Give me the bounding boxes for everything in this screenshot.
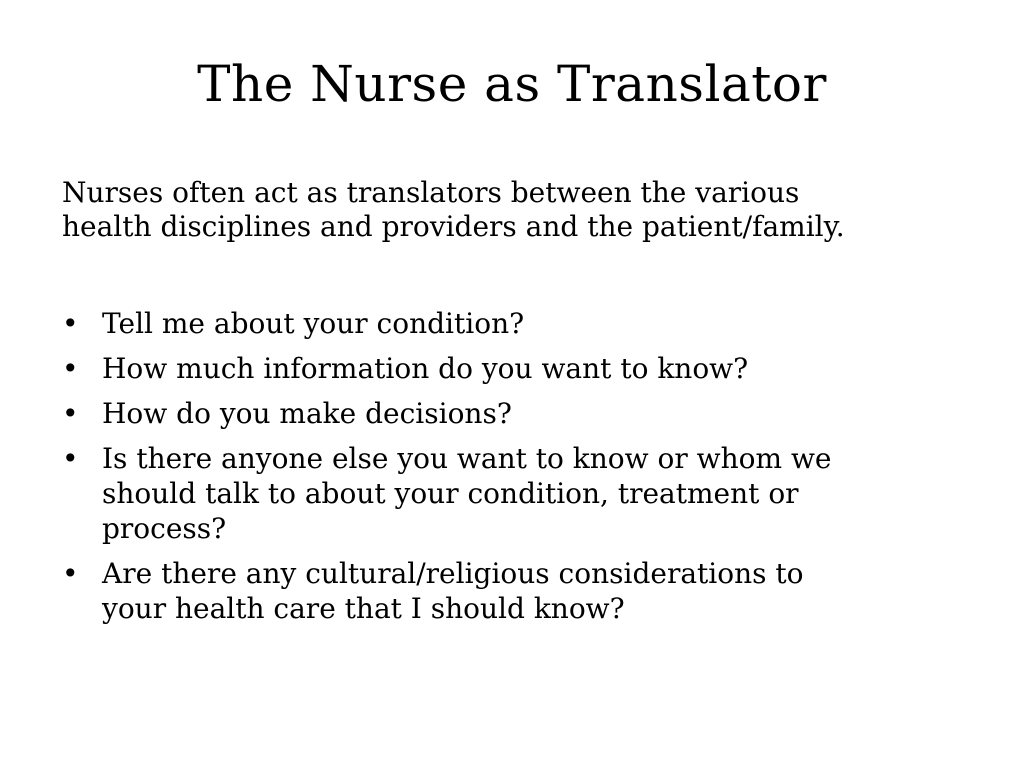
- intro-paragraph: [62, 176, 982, 244]
- bullet-text: How do you make decisions?: [102, 397, 512, 430]
- bullet-text: How much information do you want to know?: [102, 352, 749, 385]
- bullet-text: Tell me about your condition?: [102, 307, 525, 340]
- bullet-text: should talk to about your condition, treatment or: [102, 477, 799, 510]
- bullet-item: [62, 441, 982, 546]
- bullet-list: [62, 306, 982, 636]
- bullet-item: [62, 556, 982, 626]
- bullet-item: [62, 396, 982, 431]
- bullet-dot-icon: •: [62, 307, 79, 340]
- bullet-text: Are there any cultural/religious considerations to: [102, 557, 804, 590]
- bullet-item: [62, 351, 982, 386]
- bullet-dot-icon: •: [62, 442, 79, 475]
- bullet-text: Is there anyone else you want to know or whom we: [102, 442, 832, 475]
- bullet-dot-icon: •: [62, 397, 79, 430]
- intro-line: health disciplines and providers and the patient/family.: [62, 210, 845, 243]
- bullet-dot-icon: •: [62, 557, 79, 590]
- bullet-text: your health care that I should know?: [102, 592, 625, 625]
- bullet-dot-icon: •: [62, 352, 79, 385]
- intro-line: Nurses often act as translators between the various: [62, 176, 800, 209]
- bullet-item: [62, 306, 982, 341]
- slide-title: The Nurse as Translator: [197, 55, 827, 113]
- bullet-text: process?: [102, 512, 227, 545]
